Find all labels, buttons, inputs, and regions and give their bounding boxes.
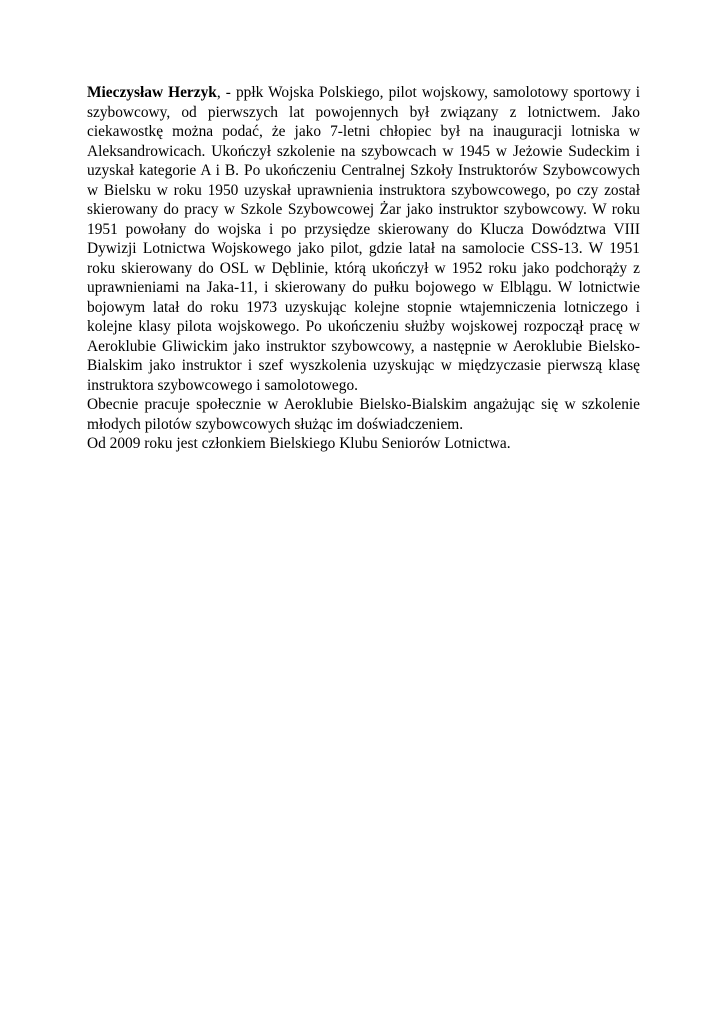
biography-paragraph-3: Od 2009 roku jest członkiem Bielskiego Klubu Seniorów Lotnictwa. [87, 435, 511, 452]
biography-paragraph-2: Obecnie pracuje społecznie w Aeroklubie Bielsko-Bialskim angażując się w szkolenie młodych pilotów szybowcowych służąc im doświadczeniem. [87, 396, 640, 433]
person-name: Mieczysław Herzyk [87, 84, 217, 101]
biography-paragraph-1-text: , - ppłk Wojska Polskiego, pilot wojskowy, samolotowy sportowy i szybowcowy, od pierwszych lat powojennych był związany z lotnictwem. Jako ciekawostkę można podać, że jako 7-letni chłopiec był na inauguracji lotniska w Aleksandrowicach. Ukończył szkolenie na szybowcach w 1945 w Jeżowie Sudeckim i uzyskał kategorie A i B. Po ukończeniu Centralnej Szkoły Instruktorów Szybowcowych w Bielsku w roku 1950 uzyskał uprawnienia instruktora szybowcowego, po czy został skierowany do pracy w Szkole Szybowcowej Żar jako instruktor szybowcowy. W roku 1951 powołany do wojska i po przysiędze skierowany do Klucza Dowództwa VIII Dywizji Lotnictwa Wojskowego jako pilot, gdzie latał na samolocie CSS-13. W 1951 roku skierowany do OSL w Dęblinie, którą ukończył w 1952 roku jako podchorąży z uprawnieniami na Jaka-11, i skierowany do pułku bojowego w Elblągu. W lotnictwie bojowym latał do roku 1973 uzyskując kolejne stopnie wtajemniczenia lotniczego i kolejne klasy pilota wojskowego. Po ukończeniu służby wojskowej rozpoczął pracę w Aeroklubie Gliwickim jako instruktor szybowcowy, a następnie w Aeroklubie Bielsko-Bialskim jako instruktor i szef wyszkolenia uzyskując w międzyczasie pierwszą klasę instruktora szybowcowego i samolotowego. [87, 84, 640, 394]
biography-paragraph-1 [87, 83, 640, 395]
biography-text [87, 83, 640, 454]
